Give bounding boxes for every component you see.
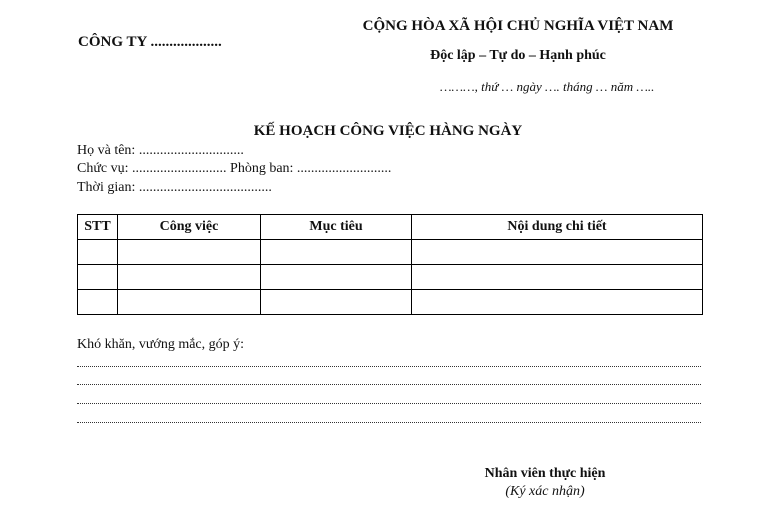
table-cell <box>261 265 412 290</box>
table-cell <box>118 240 261 265</box>
table-cell <box>78 240 118 265</box>
table-cell <box>412 290 703 315</box>
signature-title: Nhân viên thực hiện <box>484 466 606 481</box>
notes-label: Khó khăn, vướng mắc, góp ý: <box>77 337 245 352</box>
time-field: Thời gian: ...................................... <box>77 180 272 195</box>
table-cell <box>261 240 412 265</box>
document-title: KẾ HOẠCH CÔNG VIỆC HÀNG NGÀY <box>253 123 523 139</box>
signature-note: (Ký xác nhận) <box>505 484 585 499</box>
dotted-line <box>77 403 701 404</box>
dotted-line <box>77 384 701 385</box>
date-line: ………, thứ … ngày …. tháng … năm ….. <box>440 79 655 94</box>
table-row <box>78 290 703 315</box>
table-cell <box>78 290 118 315</box>
header-goal: Mục tiêu <box>261 215 412 240</box>
header-task: Công việc <box>118 215 261 240</box>
dotted-line <box>77 366 701 367</box>
national-motto: Độc lập – Tự do – Hạnh phúc <box>430 48 606 63</box>
table-cell <box>118 265 261 290</box>
header-detail: Nội dung chi tiết <box>412 215 703 240</box>
header-stt: STT <box>78 215 118 240</box>
company-label: CÔNG TY ................... <box>78 34 222 50</box>
table-header-row <box>78 215 703 240</box>
table-cell <box>118 290 261 315</box>
work-plan-table <box>77 214 703 315</box>
table-row <box>78 240 703 265</box>
national-title: CỘNG HÒA XÃ HỘI CHỦ NGHĨA VIỆT NAM <box>362 18 674 34</box>
dotted-line <box>77 422 701 423</box>
table-cell <box>412 240 703 265</box>
table-cell <box>261 290 412 315</box>
table-row <box>78 265 703 290</box>
table-cell <box>412 265 703 290</box>
table-cell <box>78 265 118 290</box>
position-department-field: Chức vụ: ........................... Phòng ban: ........................... <box>77 161 392 176</box>
name-field: Họ và tên: .............................. <box>77 143 244 158</box>
